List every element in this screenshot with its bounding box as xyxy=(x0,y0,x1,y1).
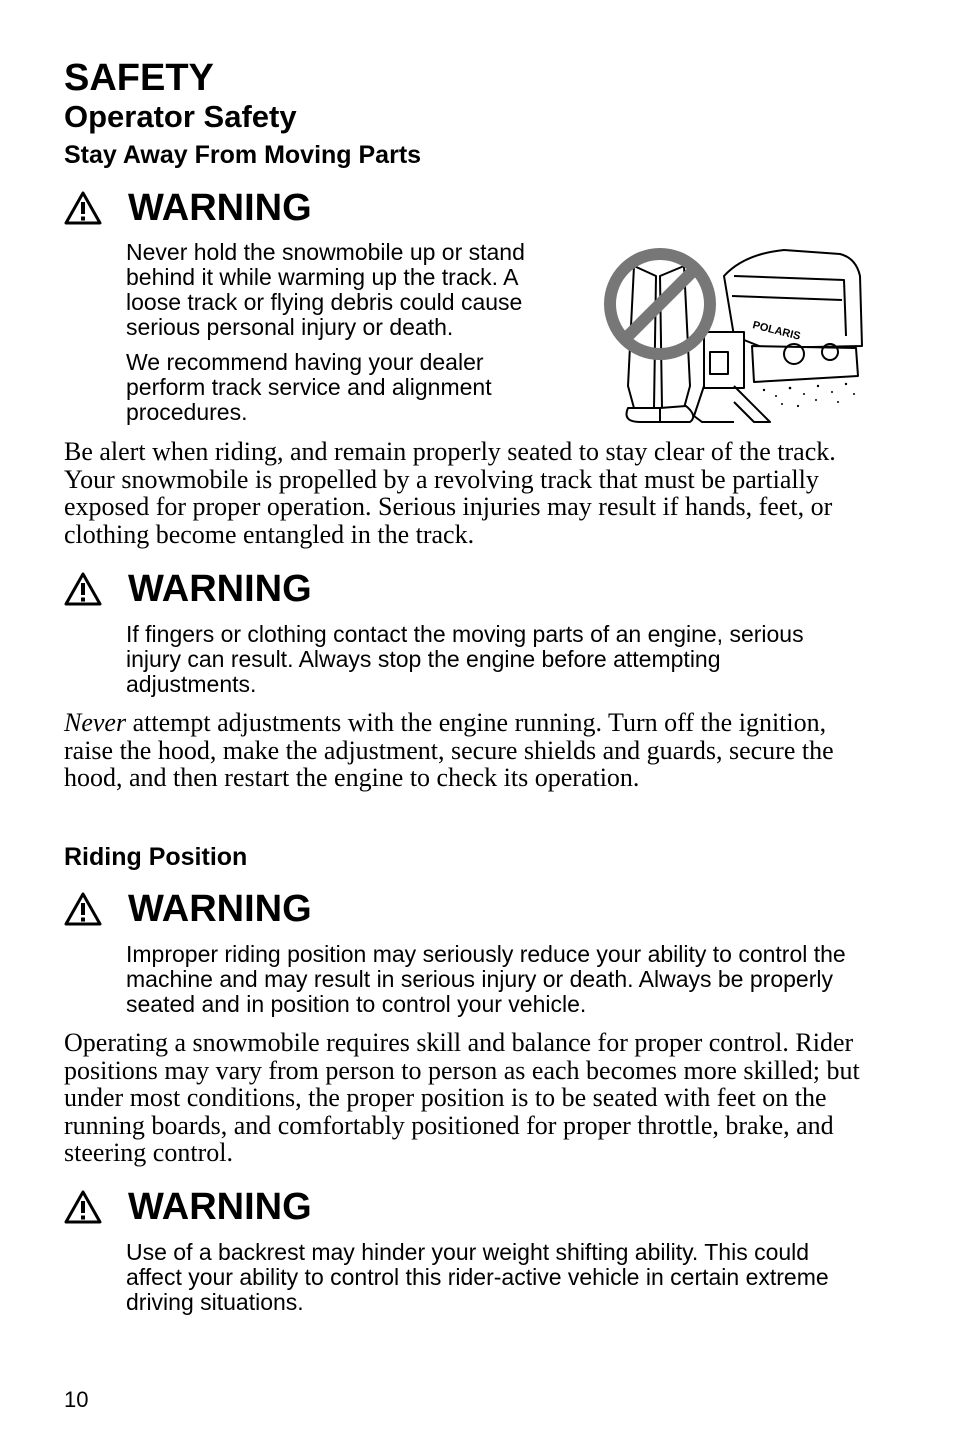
warning-heading xyxy=(64,567,312,611)
section-title: SAFETY xyxy=(64,57,214,99)
warning-heading xyxy=(64,186,312,230)
warning-text: Use of a backrest may hinder your weight shifting ability. This could affect your ability to control this rider-active vehicle in certain extreme driving situations. xyxy=(126,1239,829,1315)
subsection-title: Operator Safety xyxy=(64,99,297,134)
warning-label: WARNING xyxy=(128,1186,312,1228)
adjustment-text: attempt adjustments with the engine running. Turn off the ignition, raise the hood, make the adjustment, secure shields and guards, secure the hood, and then restart the engine to check its operation. xyxy=(64,708,834,793)
page-number: 10 xyxy=(64,1387,89,1412)
warning-triangle-icon xyxy=(64,1190,102,1224)
warning-label: WARNING xyxy=(128,568,312,610)
warning-text: Improper riding position may seriously reduce your ability to control the machine and may result in serious injury or death. Always be properly seated and in position to control your vehicle. xyxy=(126,941,846,1017)
warning-label: WARNING xyxy=(128,888,312,930)
warning-label: WARNING xyxy=(128,187,312,229)
warning-triangle-icon xyxy=(64,892,102,926)
snowmobile-illustration xyxy=(594,236,866,428)
warning-text: We recommend having your dealer perform track service and alignment procedures. xyxy=(126,349,492,425)
riding-paragraph: Operating a snowmobile requires skill and balance for proper control. Rider positions may vary from person to person as each becomes more skilled; but under most conditions, the proper position is to be seated with feet on the running boards, and comfortably positioned for proper throttle, brake, and steering control. xyxy=(64,1028,860,1168)
riding-position-heading: Riding Position xyxy=(64,843,248,871)
warning-triangle-icon xyxy=(64,572,102,606)
warning-triangle-icon xyxy=(64,191,102,225)
warning-heading xyxy=(64,1185,312,1229)
adjustment-paragraph xyxy=(64,709,864,792)
topic-title: Stay Away From Moving Parts xyxy=(64,141,422,169)
warning-text: Never hold the snowmobile up or stand behind it while warming up the track. A loose track or flying debris could cause serious personal injury or death. xyxy=(126,239,525,340)
emphasis-text: Never xyxy=(64,708,127,737)
warning-text: If fingers or clothing contact the moving parts of an engine, serious injury can result. Always stop the engine before attempting adjustments. xyxy=(126,621,804,697)
warning-heading xyxy=(64,887,312,931)
brand-text: POLARIS xyxy=(751,319,802,343)
track-paragraph: Be alert when riding, and remain properly seated to stay clear of the track. Your snowmobile is propelled by a revolving track that must be partially exposed for proper operation. Serious injuries may result if hands, feet, or clothing become entangled in the track. xyxy=(64,437,836,549)
